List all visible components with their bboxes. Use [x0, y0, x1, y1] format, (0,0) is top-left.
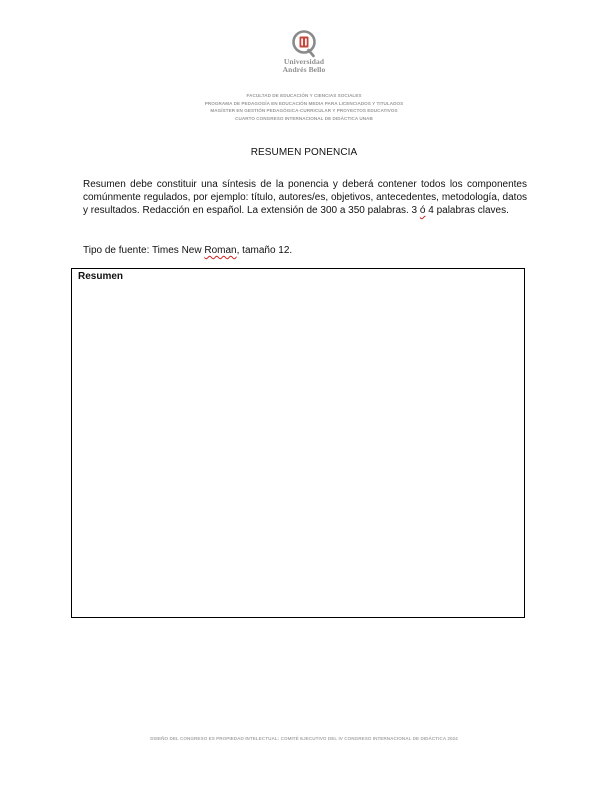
logo-text-line2: Andrés Bello [282, 65, 326, 74]
header-line: PROGRAMA DE PEDAGOGÍA EN EDUCACIÓN MEDIA PARA LICENCIADOS Y TITULADOS [204, 100, 404, 106]
header-line: CUARTO CONGRESO INTERNACIONAL DE DIDÁCTICA UNAB [235, 115, 373, 121]
logo-text-line1: Universidad [283, 57, 325, 66]
instructions-text-end: 4 palabras claves. [425, 205, 509, 216]
resumen-box [71, 268, 525, 618]
university-logo [264, 30, 344, 74]
resumen-input[interactable] [78, 287, 518, 611]
font-note [83, 244, 292, 257]
font-note-text-end: , tamaño 12. [236, 245, 293, 256]
spelling-marked-word: Roman [204, 245, 237, 256]
page-footer: DISEÑO DEL CONGRESO ES PROPIEDAD INTELECTUAL: COMITÉ EJECUTIVO DEL IV CONGRESO INTERNACIONAL DE DIDÁCTICA 2024 [150, 736, 458, 741]
document-title: RESUMEN PONENCIA [250, 147, 358, 158]
header-line: MAGÍSTER EN GESTIÓN PEDAGÓGICA-CURRICULAR Y PROYECTOS EDUCATIVOS [210, 108, 398, 113]
resumen-label: Resumen [78, 271, 124, 282]
spelling-marked-word: ó [419, 205, 426, 216]
institution-header [100, 92, 508, 122]
instructions-paragraph [83, 178, 527, 217]
header-line: FACULTAD DE EDUCACIÓN Y CIENCIAS SOCIALES [246, 93, 362, 98]
university-crest-icon [291, 30, 317, 58]
font-note-text: Tipo de fuente: Times New [83, 245, 205, 256]
instructions-text: Resumen debe constituir una síntesis de la ponencia y deberá contener todos los componentes comúnmente regulados, por ejemplo: título, autores/es, objetivos, antecedentes, metodología, datos y resultados. Redacción en español. La extensión de 300 a 350 palabras. 3 [83, 179, 527, 216]
